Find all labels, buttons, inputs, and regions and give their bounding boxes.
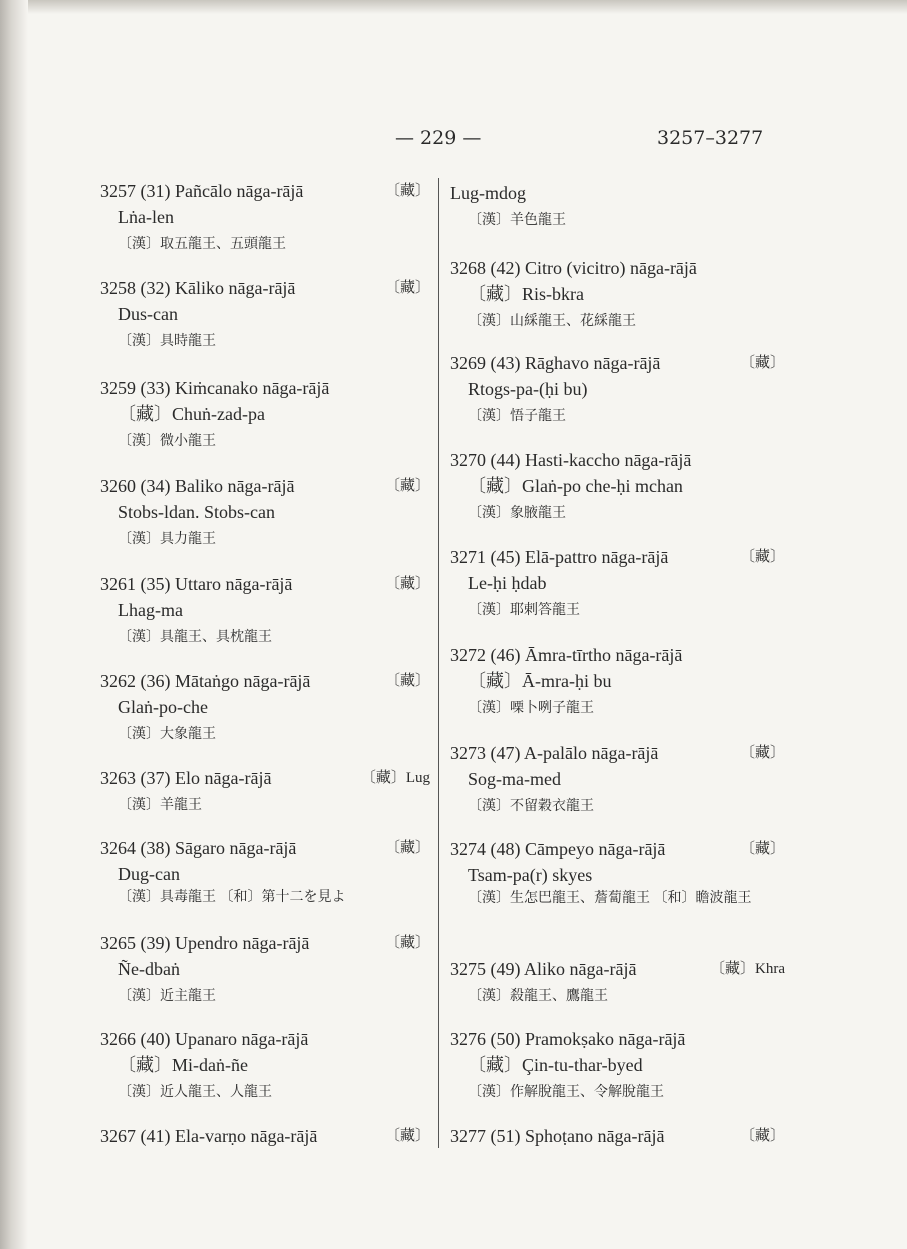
- entry-heading-text: 3268 (42) Citro (vicitro) nāga-rājā: [450, 258, 697, 278]
- entry-heading: [450, 836, 785, 862]
- dictionary-entry: [100, 375, 430, 457]
- chinese-equivalent: 〔漢〕近主龍王: [118, 989, 216, 1004]
- tibetan-equivalent: 〔藏〕Ris-bkra: [468, 284, 584, 304]
- chinese-equivalent: 〔漢〕大象龍王: [118, 727, 216, 742]
- chinese-equivalent: 〔漢〕生怎巴龍王、薝蔔龍王 〔和〕瞻波龍王: [468, 891, 752, 906]
- entry-heading: [450, 642, 785, 668]
- tibetan-equivalent: Le-ḥi ḥdab: [468, 573, 547, 593]
- dictionary-entry: [450, 255, 785, 337]
- entry-heading: [450, 350, 785, 376]
- entry-heading: [100, 275, 430, 301]
- tibetan-equivalent: Sog-ma-med: [468, 769, 561, 789]
- dictionary-entry: [450, 1026, 785, 1108]
- page-number: — 229 —: [395, 127, 482, 149]
- dictionary-entry: [100, 275, 430, 357]
- entry-heading: [100, 571, 430, 597]
- dictionary-entry: [450, 642, 785, 724]
- tibetan-tag: 〔藏〕: [739, 841, 785, 857]
- chinese-equivalent: 〔漢〕取五龍王、五頭龍王: [118, 237, 286, 252]
- entry-heading-text: 3270 (44) Hasti-kaccho nāga-rājā: [450, 450, 692, 470]
- tibetan-equivalent: Stobs-ldan. Stobs-can: [118, 502, 275, 522]
- tibetan-tag: 〔藏〕: [384, 576, 430, 592]
- entry-heading-text: 3267 (41) Ela-varṇo nāga-rājā: [100, 1126, 318, 1146]
- dictionary-entry: [100, 178, 430, 260]
- dictionary-entry: [450, 956, 785, 1012]
- dictionary-entry: [450, 836, 785, 910]
- entry-heading: [450, 956, 785, 982]
- entry-heading-text: 3263 (37) Elo nāga-rājā: [100, 768, 272, 788]
- tibetan-equivalent: Glaṅ-po-che: [118, 697, 208, 717]
- entry-heading-text: 3271 (45) Elā-pattro nāga-rājā: [450, 547, 669, 567]
- tibetan-equivalent: 〔藏〕Çin-tu-thar-byed: [468, 1055, 643, 1075]
- tibetan-equivalent: Dus-can: [118, 304, 178, 324]
- entry-heading: [450, 1026, 785, 1052]
- entry-heading: [450, 740, 785, 766]
- dictionary-entry: [100, 930, 430, 1012]
- entry-heading: [100, 835, 430, 861]
- tibetan-tag: 〔藏〕Lug: [360, 770, 430, 786]
- entry-heading-text: 3274 (48) Cāmpeyo nāga-rājā: [450, 839, 666, 859]
- chinese-equivalent: 〔漢〕山綵龍王、花綵龍王: [468, 314, 636, 329]
- entry-heading: [450, 544, 785, 570]
- entry-heading: [100, 1123, 430, 1149]
- chinese-equivalent: 〔漢〕具力龍王: [118, 532, 216, 547]
- dictionary-entry: [100, 1026, 430, 1108]
- tibetan-tag: 〔藏〕: [739, 745, 785, 761]
- entry-heading-text: 3266 (40) Upanaro nāga-rājā: [100, 1029, 309, 1049]
- tibetan-equivalent: Tsam-pa(r) skyes: [468, 865, 593, 885]
- entry-heading-text: Lug-mdog: [450, 183, 526, 203]
- dictionary-entry: [100, 571, 430, 653]
- entry-heading-text: 3257 (31) Pañcālo nāga-rājā: [100, 181, 304, 201]
- tibetan-tag: 〔藏〕: [739, 549, 785, 565]
- tibetan-tag: 〔藏〕: [384, 935, 430, 951]
- entry-heading-text: 3264 (38) Sāgaro nāga-rājā: [100, 838, 297, 858]
- entry-heading-text: 3276 (50) Pramokṣako nāga-rājā: [450, 1029, 686, 1049]
- entry-heading: [100, 930, 430, 956]
- column-divider: [438, 178, 439, 1148]
- entry-heading-text: 3260 (34) Baliko nāga-rājā: [100, 476, 295, 496]
- tibetan-equivalent: Lṅa-len: [118, 207, 174, 227]
- tibetan-tag: 〔藏〕Khra: [710, 961, 785, 977]
- chinese-equivalent: 〔漢〕微小龍王: [118, 434, 216, 449]
- entry-heading: [100, 765, 430, 791]
- entry-heading-text: 3261 (35) Uttaro nāga-rājā: [100, 574, 293, 594]
- tibetan-equivalent: Rtogs-pa-(ḥi bu): [468, 379, 588, 399]
- scan-edge-top: [0, 0, 907, 14]
- chinese-equivalent: 〔漢〕具時龍王: [118, 334, 216, 349]
- tibetan-equivalent: 〔藏〕Chuṅ-zad-pa: [118, 404, 265, 424]
- tibetan-equivalent: Dug-can: [118, 864, 180, 884]
- chinese-equivalent: 〔漢〕象腋龍王: [468, 506, 566, 521]
- chinese-equivalent: 〔漢〕㗚卜咧子龍王: [468, 701, 594, 716]
- tibetan-tag: 〔藏〕: [739, 1128, 785, 1144]
- chinese-equivalent: 〔漢〕羊色龍王: [468, 213, 566, 228]
- chinese-equivalent: 〔漢〕羊龍王: [118, 798, 202, 813]
- dictionary-entry: [450, 544, 785, 626]
- entry-heading: [100, 668, 430, 694]
- entry-heading-text: 3258 (32) Kāliko nāga-rājā: [100, 278, 296, 298]
- entry-heading-text: 3262 (36) Mātaṅgo nāga-rājā: [100, 671, 311, 691]
- dictionary-entry: [450, 180, 785, 236]
- dictionary-entry: [100, 835, 430, 909]
- entry-heading-text: 3265 (39) Upendro nāga-rājā: [100, 933, 310, 953]
- tibetan-equivalent: Lhag-ma: [118, 600, 183, 620]
- chinese-equivalent: 〔漢〕耶剌答龍王: [468, 603, 580, 618]
- entry-heading: [450, 1123, 785, 1149]
- chinese-equivalent: 〔漢〕不留穀衣龍王: [468, 799, 594, 814]
- entry-heading: [450, 447, 785, 473]
- tibetan-tag: 〔藏〕: [739, 355, 785, 371]
- tibetan-tag: 〔藏〕: [384, 840, 430, 856]
- chinese-equivalent: 〔漢〕殺龍王、鷹龍王: [468, 989, 608, 1004]
- dictionary-entry: [100, 765, 430, 821]
- chinese-equivalent: 〔漢〕作解脫龍王、令解脫龍王: [468, 1085, 664, 1100]
- dictionary-entry: [450, 1123, 785, 1149]
- dictionary-entry: [100, 668, 430, 750]
- chinese-equivalent: 〔漢〕具龍王、具枕龍王: [118, 630, 272, 645]
- dictionary-entry: [450, 447, 785, 529]
- entry-heading: [450, 255, 785, 281]
- dictionary-entry: [100, 1123, 430, 1149]
- tibetan-equivalent: 〔藏〕Glaṅ-po che-ḥi mchan: [468, 476, 683, 496]
- dictionary-entry: [450, 740, 785, 822]
- tibetan-equivalent: 〔藏〕Ā-mra-ḥi bu: [468, 671, 612, 691]
- chinese-equivalent: 〔漢〕具毒龍王 〔和〕第十二を見よ: [118, 890, 346, 905]
- chinese-equivalent: 〔漢〕悟子龍王: [468, 409, 566, 424]
- entry-heading-text: 3259 (33) Kiṁcanako nāga-rājā: [100, 378, 330, 398]
- entry-heading: [100, 1026, 430, 1052]
- chinese-equivalent: 〔漢〕近人龍王、人龍王: [118, 1085, 272, 1100]
- tibetan-equivalent: Ñe-dbaṅ: [118, 959, 180, 979]
- dictionary-entry: [450, 350, 785, 432]
- entry-heading-text: 3273 (47) A-palālo nāga-rājā: [450, 743, 659, 763]
- entry-heading: [100, 375, 430, 401]
- entry-heading: [100, 473, 430, 499]
- tibetan-equivalent: 〔藏〕Mi-daṅ-ñe: [118, 1055, 248, 1075]
- tibetan-tag: 〔藏〕: [384, 478, 430, 494]
- entry-heading-text: 3269 (43) Rāghavo nāga-rājā: [450, 353, 661, 373]
- entry-heading: [100, 178, 430, 204]
- entry-heading-text: 3277 (51) Sphoṭano nāga-rājā: [450, 1126, 665, 1146]
- tibetan-tag: 〔藏〕: [384, 280, 430, 296]
- tibetan-tag: 〔藏〕: [384, 1128, 430, 1144]
- entry-heading-text: 3275 (49) Aliko nāga-rājā: [450, 959, 637, 979]
- tibetan-tag: 〔藏〕: [384, 673, 430, 689]
- entry-heading-text: 3272 (46) Āmra-tīrtho nāga-rājā: [450, 645, 683, 665]
- entry-range: 3257–3277: [657, 127, 764, 149]
- entry-heading: [450, 180, 785, 206]
- tibetan-tag: 〔藏〕: [384, 183, 430, 199]
- scan-edge-left: [0, 0, 28, 1249]
- dictionary-entry: [100, 473, 430, 555]
